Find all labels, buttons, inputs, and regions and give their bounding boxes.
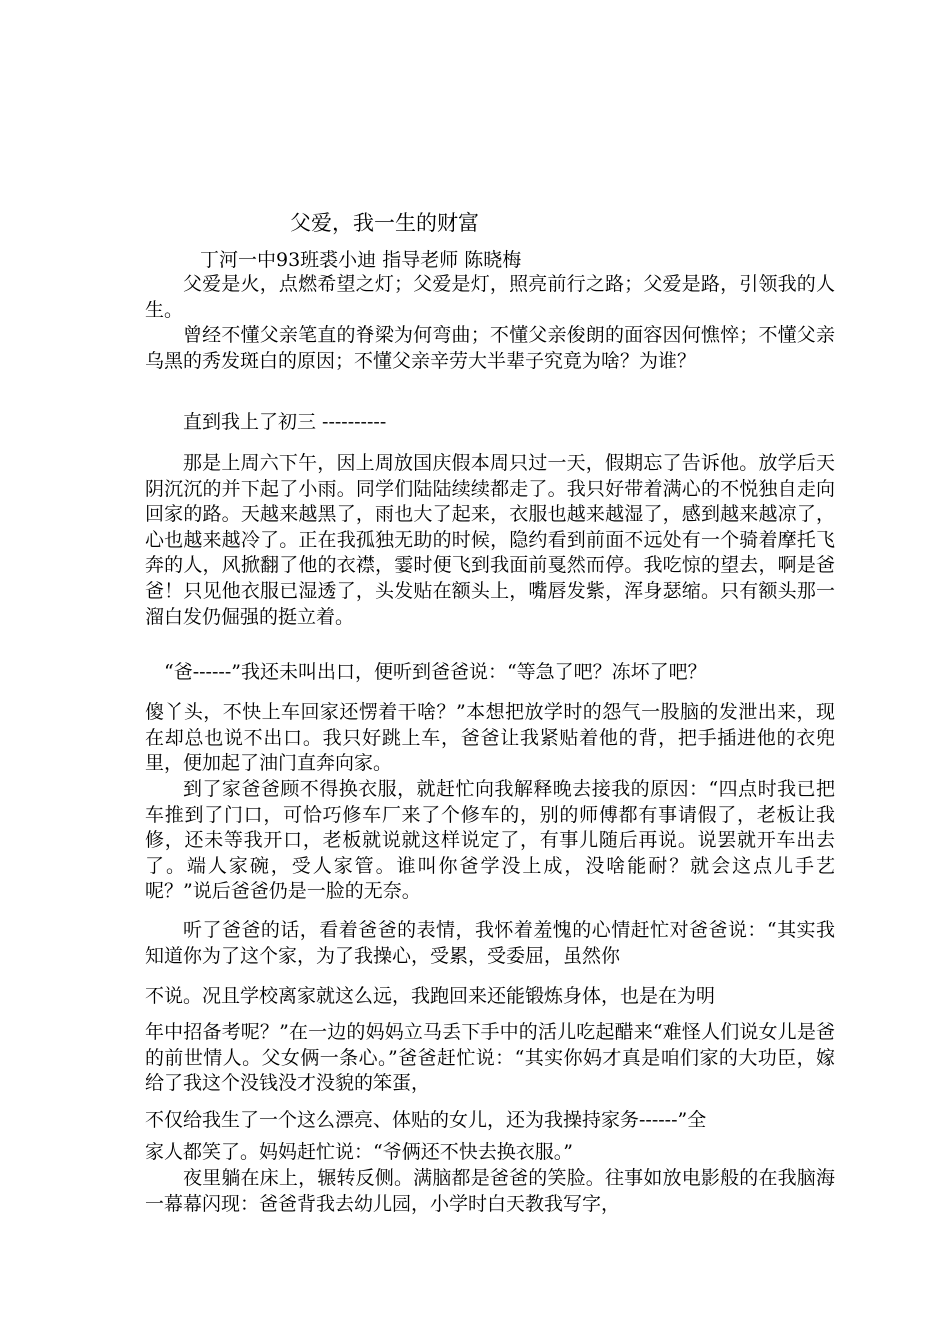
paragraph-reply-cont-3: 不仅给我生了一个这么漂亮、体贴的女儿，还为我操持家务------”全 — [145, 1109, 707, 1131]
paragraph-explanation: 到了家爸爸顾不得换衣服，就赶忙向我解释晚去接我的原因：“四点时我已把车推到了门口，可恰巧修车厂来了个修车的，别的师傅都有事请假了，老板让我修，还未等我开口，老板就说就这样说定了，有事儿随后再说。说罢就开车出去了。端人家碗，受人家管。谁叫你爸学没上成，没啥能耐？就会这点儿手艺呢？”说后爸爸仍是一脸的无奈。 — [145, 778, 835, 903]
author-line: 丁河一中93班裘小迪 指导老师 陈晓梅 — [200, 249, 522, 271]
paragraph-ride-home: 傻丫头，不快上车回家还愣着干啥？”本想把放学时的怨气一股脑的发泄出来，现在却总也说不出口。我只好跳上车，爸爸让我紧贴着他的背，把手插进他的衣兜里，便加起了油门直奔向家。 — [145, 701, 835, 775]
paragraph-intro: 父爱是火，点燃希望之灯；父爱是灯，照亮前行之路；父爱是路，引领我的人生。 — [145, 273, 835, 321]
paragraph-reply-cont-1: 不说。况且学校离家就这么远，我跑回来还能锻炼身体，也是在为明 — [145, 985, 716, 1007]
paragraph-dad-call: “爸------”我还未叫出口，便听到爸爸说：“等急了吧？冻坏了吧？ — [164, 661, 707, 683]
paragraph-transition: 直到我上了初三 ---------- — [183, 411, 387, 433]
paragraph-reply: 听了爸爸的话，看着爸爸的表情，我怀着羞愧的心情赶忙对爸爸说：“其实我知道你为了这个家，为了我操心，受累，受委屈，虽然你 — [145, 919, 835, 967]
paragraph-reply-cont-2: 年中招备考呢？”在一边的妈妈立马丢下手中的活儿吃起醋来“难怪人们说女儿是爸的前世情人。父女俩一条心。”爸爸赶忙说：“其实你妈才真是咱们家的大功臣，嫁给了我这个没钱没才没貌的笨蛋， — [145, 1021, 835, 1095]
document-title: 父爱，我一生的财富 — [290, 211, 479, 235]
paragraph-night: 夜里躺在床上，辗转反侧。满脑都是爸爸的笑脸。往事如放电影般的在我脑海一幕幕闪现：爸爸背我去幼儿园，小学时白天教我写字， — [145, 1167, 835, 1215]
paragraph-rainy-day: 那是上周六下午，因上周放国庆假本周只过一天，假期忘了告诉他。放学后天阴沉沉的并下起了小雨。同学们陆陆续续都走了。我只好带着满心的不悦独自走向回家的路。天越来越黑了，雨也大了起来，衣服也越来越湿了，感到越来越凉了，心也越来越冷了。正在我孤独无助的时候，隐约看到前面不远处有一个骑着摩托飞奔的人，风掀翻了他的衣襟，霎时便飞到我面前戛然而停。我吃惊的望去，啊是爸爸！只见他衣服已湿透了，头发贴在额头上，嘴唇发紫，浑身瑟缩。只有额头那一溜白发仍倔强的挺立着。 — [145, 452, 835, 628]
paragraph-questions: 曾经不懂父亲笔直的脊梁为何弯曲；不懂父亲俊朗的面容因何憔悴；不懂父亲乌黑的秀发斑白的原因；不懂父亲辛劳大半辈子究竟为啥？为谁？ — [145, 324, 835, 372]
paragraph-reply-cont-4: 家人都笑了。妈妈赶忙说：“爷俩还不快去换衣服。” — [145, 1141, 573, 1163]
